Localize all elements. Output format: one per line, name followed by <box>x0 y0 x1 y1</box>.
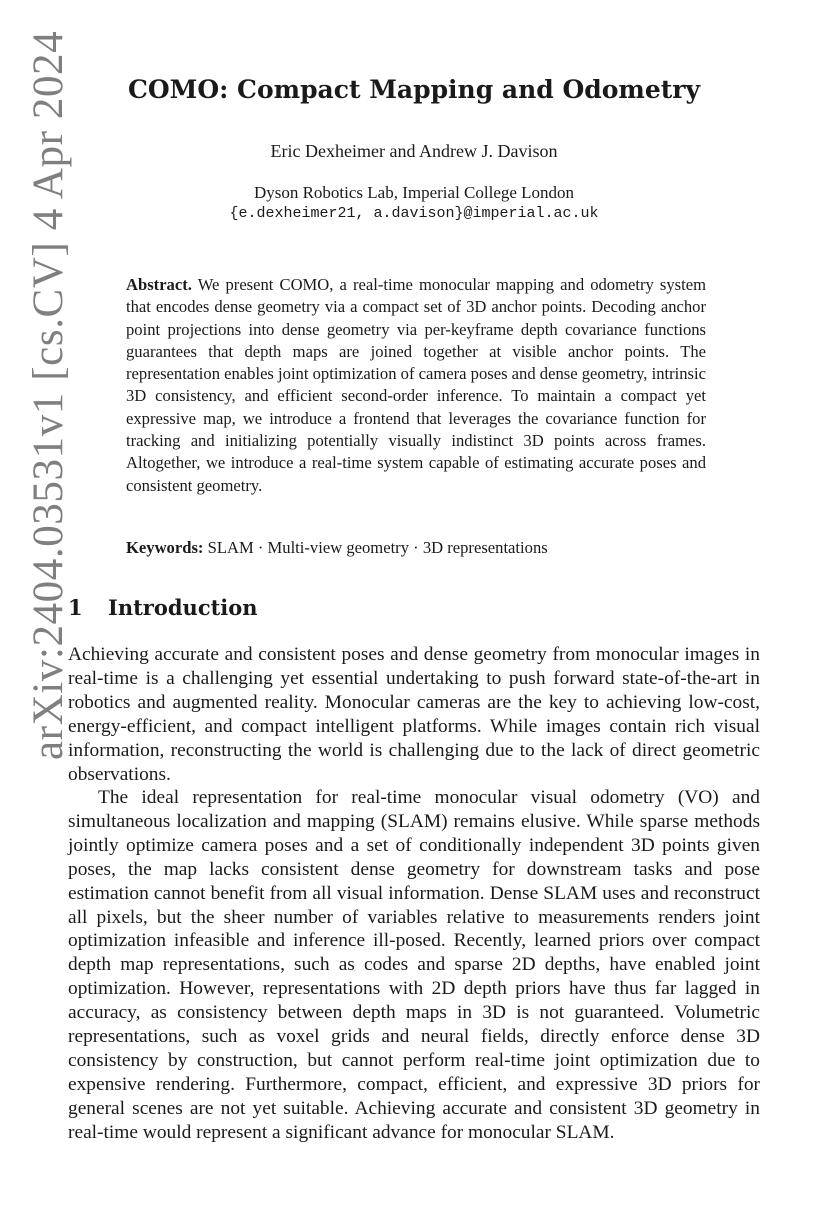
section-title: Introduction <box>108 595 258 620</box>
body-paragraph: The ideal representation for real-time monocular visual odometry (VO) and simultaneous localization and mapping (SLAM) remains elusive. While sparse methods jointly optimize camera poses and a set of conditionally independent 3D points given poses, the map lacks consistent dense geometry for downstream tasks and pose estimation cannot benefit from all visual information. Dense SLAM uses and reconstruct all pixels, but the sheer number of variables relative to measurements renders joint optimization infeasible and inference ill-posed. Recently, learned priors over compact depth map representations, such as codes and sparse 2D depths, have enabled joint optimization. However, representations with 2D depth priors have thus far lagged in accuracy, as consistency between depth maps in 3D is not guaranteed. Volumetric representations, such as voxel grids and neural fields, directly enforce dense 3D consistency by construction, but cannot perform real-time joint optimization due to expensive rendering. Furthermore, compact, efficient, and expressive 3D priors for general scenes are not yet suitable. Achieving accurate and consistent 3D geometry in real-time would represent a significant advance for monocular SLAM. <box>68 787 760 1143</box>
keywords-text: SLAM · Multi-view geometry · 3D representations <box>207 538 548 557</box>
section-number: 1 <box>68 595 83 620</box>
arxiv-identifier-stamp: arXiv:2404.03531v1 [cs.CV] 4 Apr 2024 <box>25 30 72 760</box>
keywords-label: Keywords: <box>126 538 204 557</box>
abstract-block <box>126 274 706 497</box>
abstract-label: Abstract. <box>126 275 192 294</box>
author-affiliation: Dyson Robotics Lab, Imperial College London <box>253 183 575 202</box>
keywords-block <box>126 538 706 558</box>
section-heading <box>68 595 258 620</box>
author-emails: {e.dexheimer21, a.davison}@imperial.ac.uk <box>229 205 599 222</box>
paper-title: COMO: Compact Mapping and Odometry <box>127 74 701 104</box>
author-list: Eric Dexheimer and Andrew J. Davison <box>270 141 558 161</box>
abstract-text: We present COMO, a real-time monocular mapping and odometry system that encodes dense geometry via a compact set of 3D anchor points. Decoding anchor point projections into dense geometry via per-keyframe depth covariance functions guarantees that depth maps are joined together at visible anchor points. The representation enables joint optimization of camera poses and dense geometry, intrinsic 3D consistency, and efficient second-order inference. To maintain a compact yet expressive map, we introduce a frontend that leverages the covariance function for tracking and initializing potentially visually indistinct 3D points across frames. Altogether, we introduce a real-time system capable of estimating accurate poses and consistent geometry. <box>126 275 706 495</box>
body-paragraph: Achieving accurate and consistent poses and dense geometry from monocular images in real-time is a challenging yet essential undertaking to push forward state-of-the-art in robotics and augmented reality. Monocular cameras are the key to achieving low-cost, energy-efficient, and compact intelligent platforms. While images contain rich visual information, reconstructing the world is challenging due to the lack of direct geometric observations. <box>68 644 760 785</box>
